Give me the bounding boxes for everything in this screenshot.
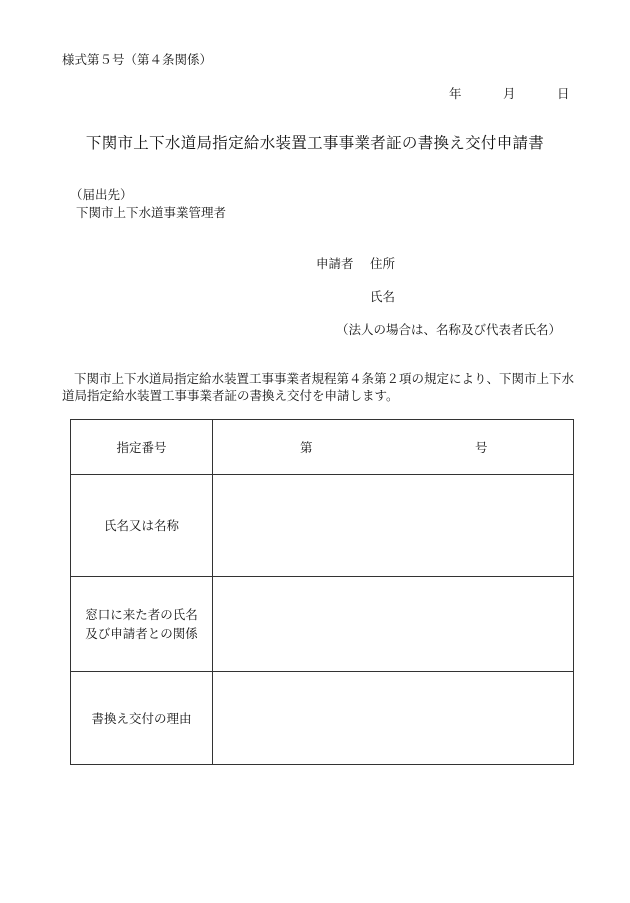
application-statement: 下関市上下水道局指定給水装置工事事業者規程第４条第２項の規定により、下関市上下水道局指定給水装置工事事業者証の書換え交付を申請します。 — [62, 371, 575, 403]
date-month-label: 月 — [503, 86, 516, 101]
name-or-title-field[interactable] — [213, 475, 574, 577]
name-or-title-label: 氏名又は名称 — [71, 475, 213, 577]
designation-number-field[interactable] — [213, 420, 574, 475]
visitor-relation-field[interactable] — [213, 577, 574, 672]
corporate-note: （法人の場合は、名称及び代表者氏名） — [336, 322, 562, 337]
visitor-relation-label-line1: 窓口に来た者の氏名 — [85, 607, 198, 622]
visitor-relation-label — [71, 577, 213, 672]
reissue-reason-label: 書換え交付の理由 — [71, 672, 213, 765]
date-year-label: 年 — [449, 86, 462, 101]
reissue-reason-field[interactable] — [213, 672, 574, 765]
number-suffix: 号 — [475, 440, 488, 455]
table-row-visitor — [71, 577, 574, 672]
number-prefix: 第 — [300, 440, 313, 455]
table-row-name — [71, 475, 574, 577]
applicant-name-label: 氏名 — [370, 289, 396, 304]
recipient-name: 下関市上下水道事業管理者 — [76, 205, 227, 220]
form-number: 様式第５号（第４条関係） — [62, 52, 213, 67]
applicant-address-label: 住所 — [370, 256, 396, 271]
recipient-label: （届出先） — [70, 187, 133, 202]
designation-number-label: 指定番号 — [71, 420, 213, 475]
application-table — [70, 419, 574, 765]
visitor-relation-label-line2: 及び申請者との関係 — [85, 626, 198, 641]
table-row-reason — [71, 672, 574, 765]
table-row-designation-number — [71, 420, 574, 475]
date-day-label: 日 — [557, 86, 570, 101]
document-title: 下関市上下水道局指定給水装置工事事業者証の書換え交付申請書 — [85, 134, 545, 152]
applicant-label: 申請者 — [316, 256, 354, 271]
